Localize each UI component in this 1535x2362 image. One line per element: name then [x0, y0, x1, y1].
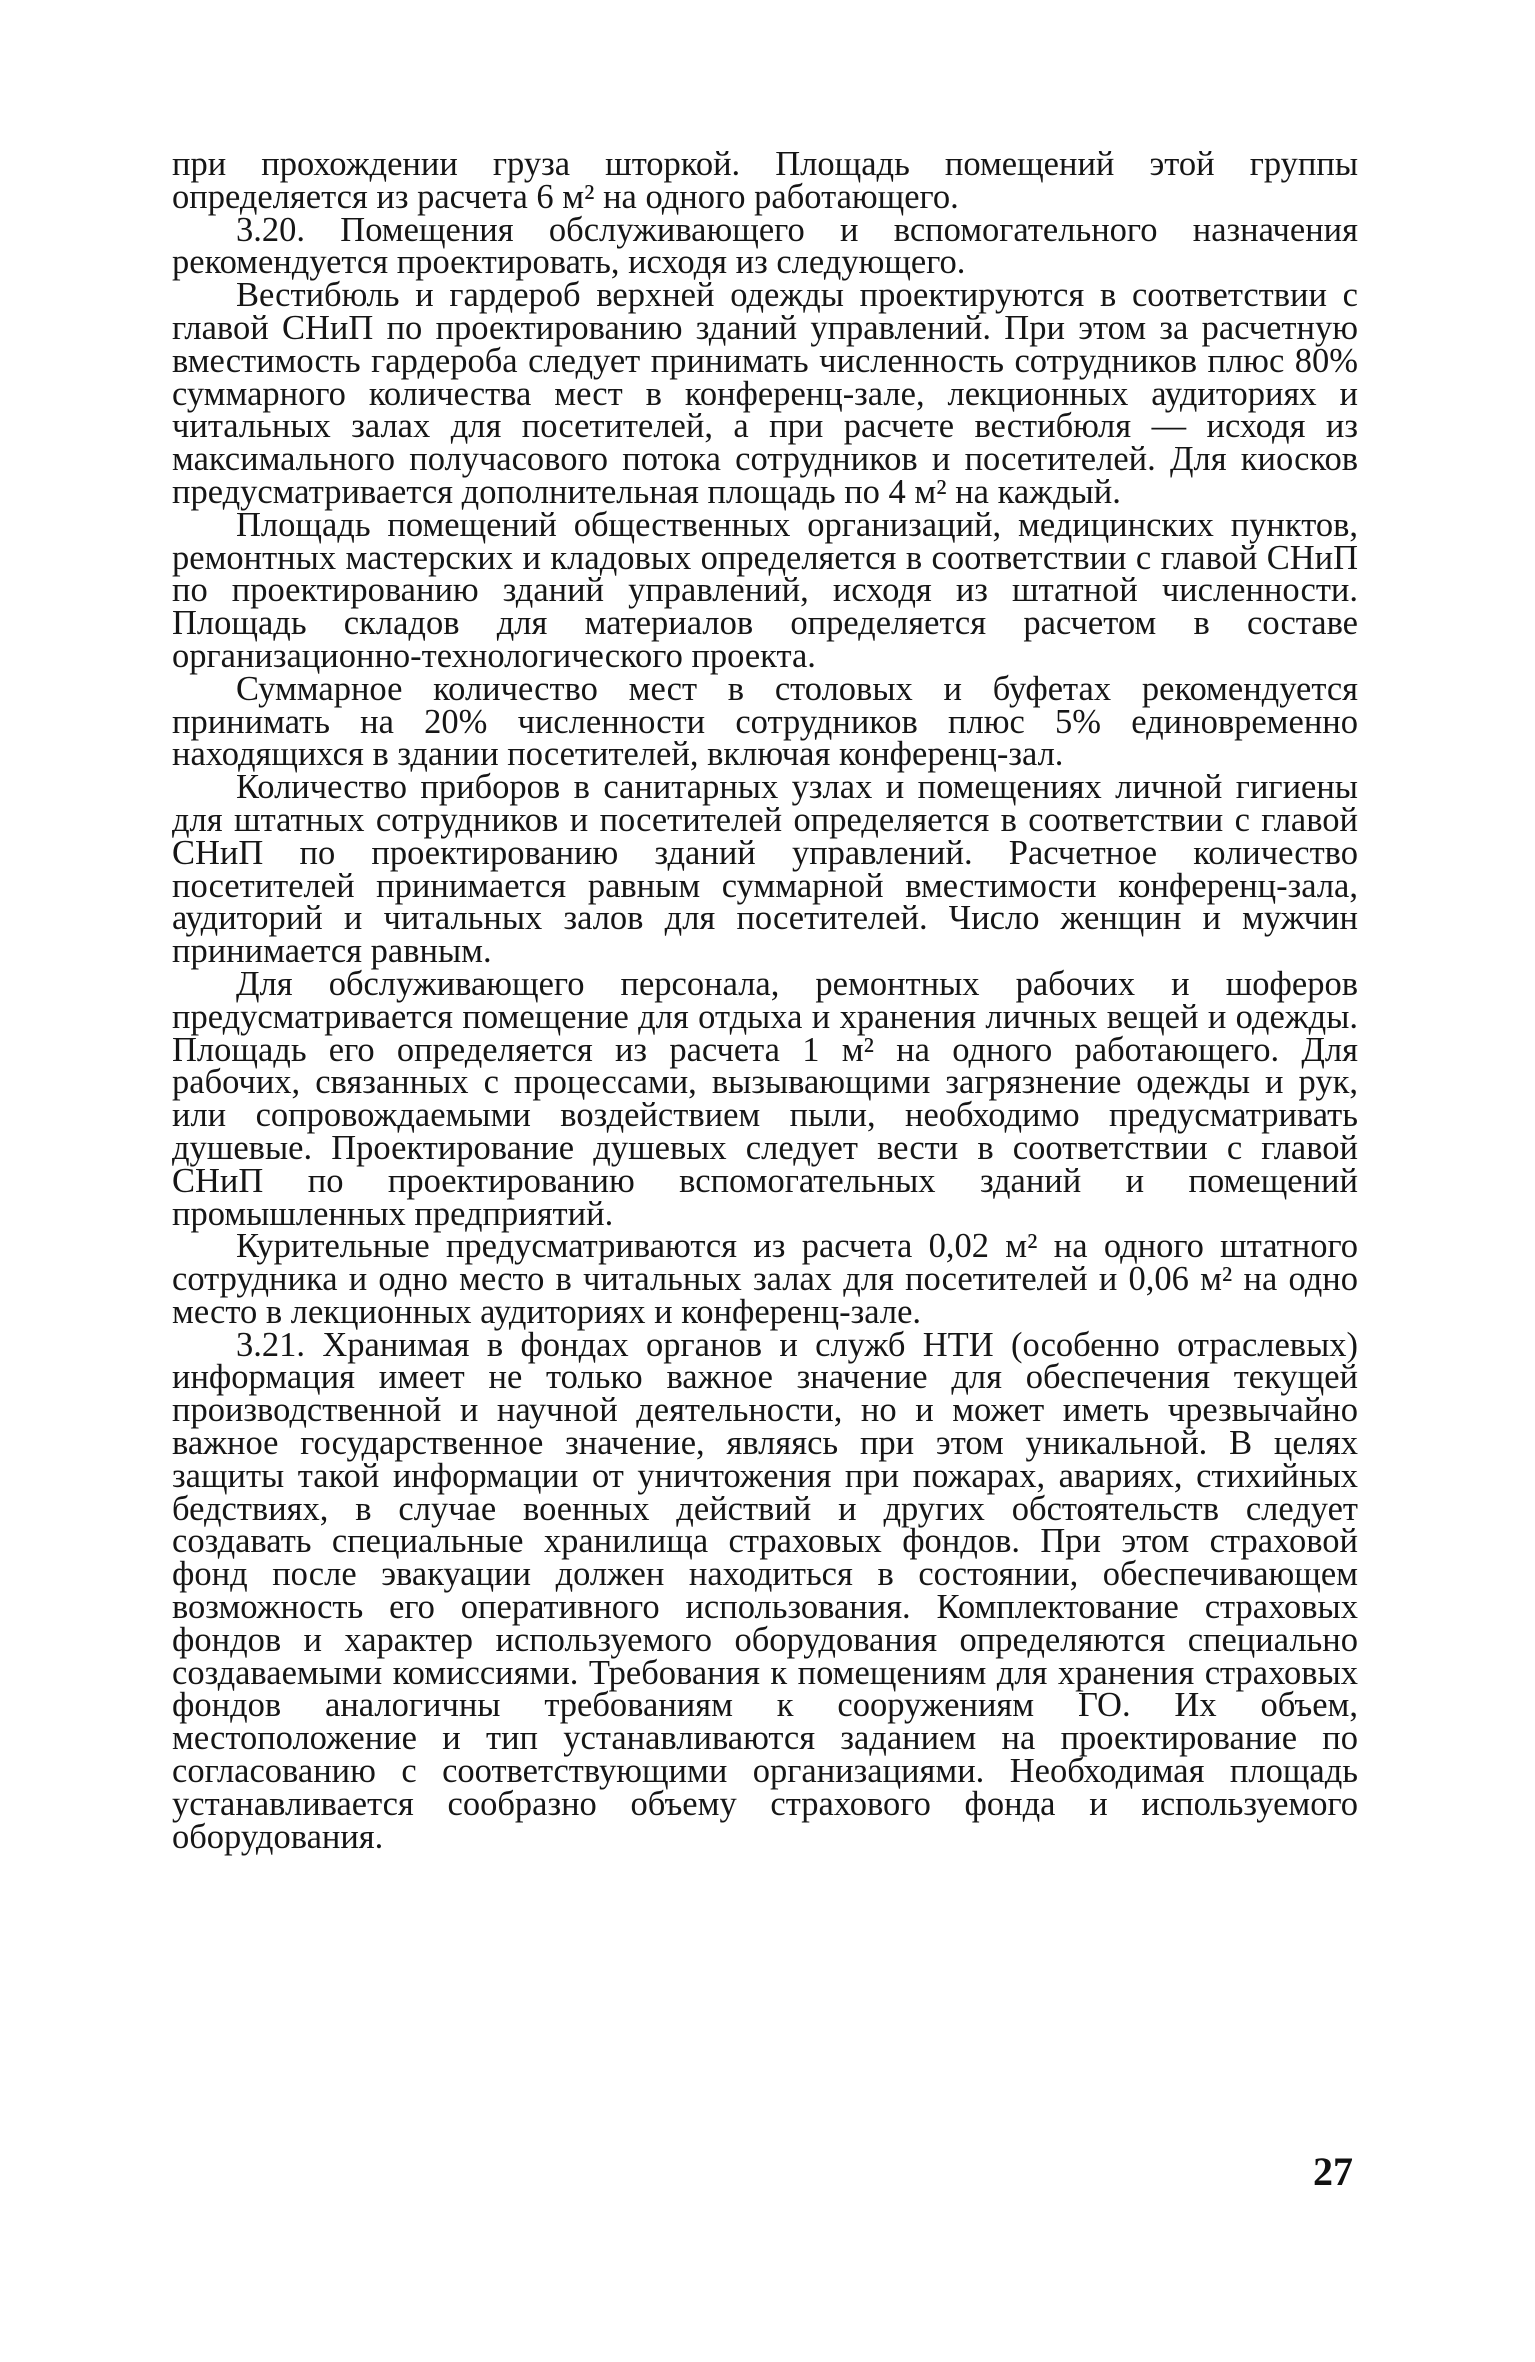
paragraph-sanitary: Количество приборов в санитарных узлах и помещениях личной гигиены для штатных сотрудников и посетителей определяется в соответствии с главой СНиП по проектированию зданий управлений. Расчетное количество посетителей принимается равным суммарной вместимости конференц-зала, аудиторий и читальных залов для посетителей. Число женщин и мужчин принимается равным.: [172, 768, 1358, 971]
paragraph-smoking-rooms: Курительные предусматриваются из расчета 0,02 м² на одного штатного сотрудника и одно место в читальных залах для посетителей и 0,06 м² на одно место в лекционных аудиториях и конференц-зале.: [172, 1227, 1358, 1331]
paragraph-public-organizations: Площадь помещений общественных организаций, медицинских пунктов, ремонтных мастерских и кладовых определяется в соответствии с главой СНиП по проектированию зданий управлений, исходя из штатной численности. Площадь складов для материалов определяется расчетом в составе организационно-технологического проекта.: [172, 505, 1358, 675]
paragraph-vestibule: Вестибюль и гардероб верхней одежды проектируются в соответствии с главой СНиП по проектированию зданий управлений. При этом за расчетную вместимость гардероба следует принимать численность сотрудников плюс 80% суммарного количества мест в конференц-зале, лекционных аудиториях и читальных залах для посетителей, а при расчете вестибюля — исходя из максимального получасового потока сотрудников и посетителей. Для киосков предусматривается дополнительная площадь по 4 м² на каждый.: [172, 276, 1358, 511]
paragraph-3-21: 3.21. Хранимая в фондах органов и служб НТИ (особенно отраслевых) информация имеет не только важное значение для обеспечения текущей производственной и научной деятельности, но и может иметь чрезвычайно важное государственное значение, являясь при этом уникальной. В целях защиты такой информации от уничтожения при пожарах, авариях, стихийных бедствиях, в случае военных действий и других обстоятельств следует создавать специальные хранилища страховых фондов. При этом страховой фонд после эвакуации должен находиться в состоянии, обеспечивающем возможность его оперативного использования. Комплектование страховых фондов и характер используемого оборудования определяются специально создаваемыми комиссиями. Требования к помещениям для хранения страховых фондов аналогичны требованиям к сооружениям ГО. Их объем, местоположение и тип устанавливаются заданием на проектирование по согласованию с соответствующими организациями. Необходимая площадь устанавливается сообразно объему страхового фонда и используемого оборудования.: [172, 1325, 1358, 1856]
paragraph-canteens: Суммарное количество мест в столовых и буфетах рекомендуется принимать на 20% численности сотрудников плюс 5% единовременно находящихся в здании посетителей, включая конференц-зал.: [172, 669, 1358, 774]
page-text: [172, 145, 1358, 1856]
paragraph-continuation: при прохождении груза шторкой. Площадь помещений этой группы определяется из расчета 6 м² на одного работающего.: [172, 145, 1358, 216]
paragraph-service-staff: Для обслуживающего персонала, ремонтных рабочих и шоферов предусматривается помещение для отдыха и хранения личных вещей и одежды. Площадь его определяется из расчета 1 м² на одного работающего. Для рабочих, связанных с процессами, вызывающими загрязнение одежды и рук, или сопровождаемыми воздействием пыли, необходимо предусматривать душевые. Проектирование душевых следует вести в соответствии с главой СНиП по проектированию вспомогательных зданий и помещений промышленных предприятий.: [172, 964, 1358, 1233]
paragraph-3-20: 3.20. Помещения обслуживающего и вспомогательного назначения рекомендуется проектировать, исходя из следующего.: [172, 210, 1358, 282]
page-number: 27: [1313, 2149, 1353, 2194]
